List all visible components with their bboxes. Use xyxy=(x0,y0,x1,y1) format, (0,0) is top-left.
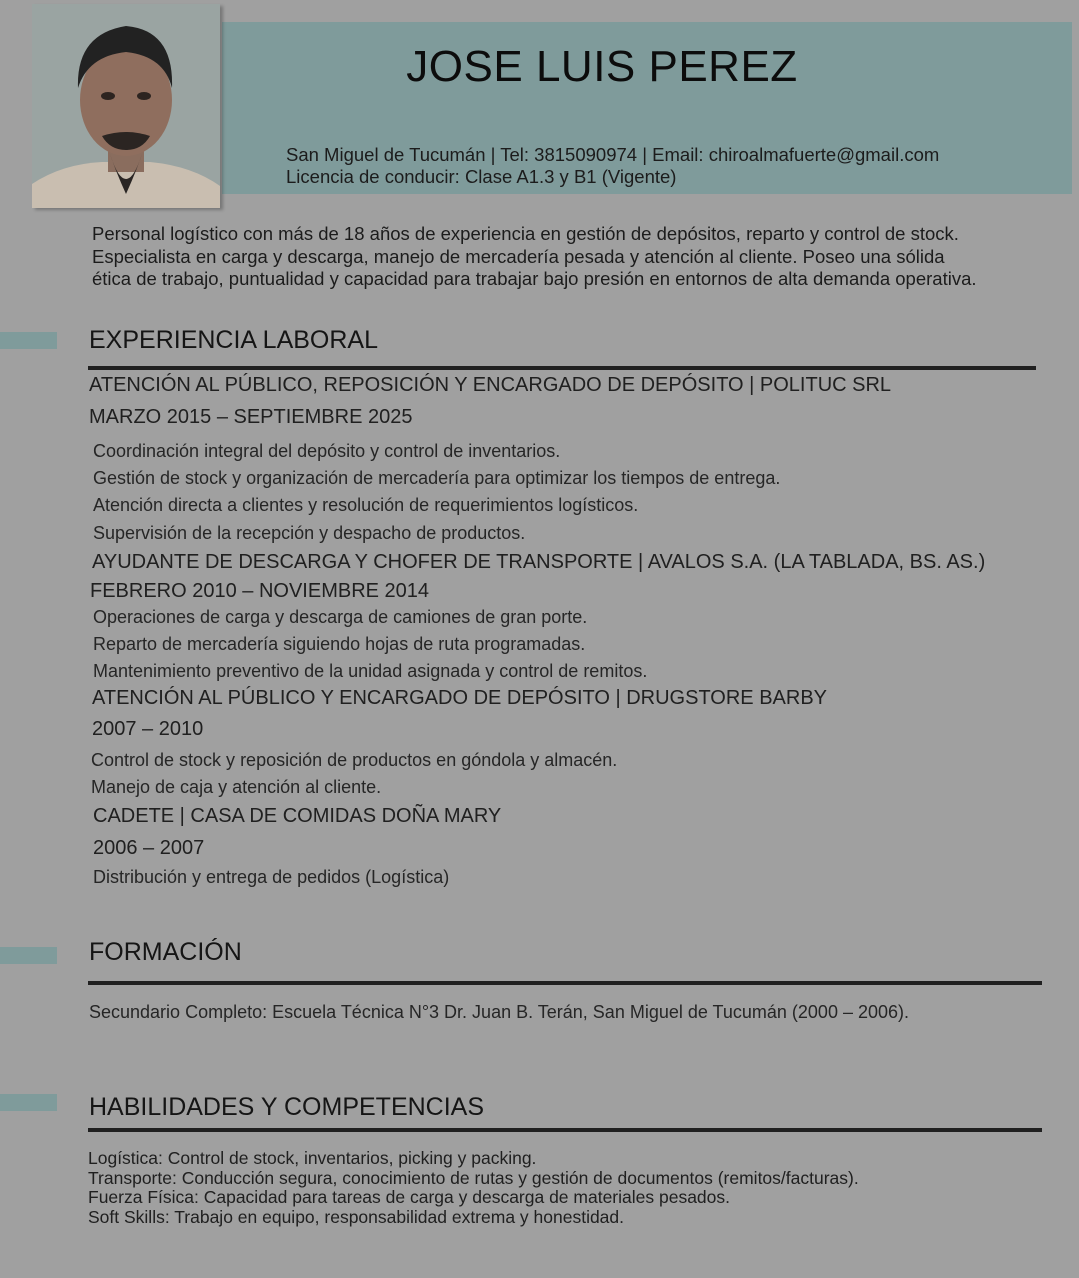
profile-summary: Personal logístico con más de 18 años de experiencia en gestión de depósitos, reparto y control de stock. Especialista en carga y descarga, manejo de mercadería pesada y atención al cliente. Poseo una sólida ética de trabajo, puntualidad y capacidad para trabajar bajo presión en entornos de alta demanda operativa. xyxy=(92,223,977,289)
section-marker-experience xyxy=(0,332,57,349)
education-entry: Secundario Completo: Escuela Técnica N°3 Dr. Juan B. Terán, San Miguel de Tucumán (2000 – 2006). xyxy=(89,1002,910,1022)
contact-info xyxy=(286,144,939,188)
job-duty: Atención directa a clientes y resolución de requerimientos logísticos. xyxy=(93,495,639,515)
section-title-education: FORMACIÓN xyxy=(89,938,242,966)
skill-item: Logística: Control de stock, inventarios, picking y packing. xyxy=(88,1148,537,1168)
job-duty: Coordinación integral del depósito y control de inventarios. xyxy=(93,441,561,461)
section-rule-experience xyxy=(88,366,1036,370)
job-dates: 2007 – 2010 xyxy=(92,718,204,740)
job-duty: Mantenimiento preventivo de la unidad asignada y control de remitos. xyxy=(93,661,648,681)
job-duty: Supervisión de la recepción y despacho de productos. xyxy=(93,523,526,543)
job-dates: FEBRERO 2010 – NOVIEMBRE 2014 xyxy=(90,580,430,602)
job-duty: Operaciones de carga y descarga de camiones de gran porte. xyxy=(93,607,588,627)
section-title-skills: HABILIDADES Y COMPETENCIAS xyxy=(89,1093,485,1121)
job-duty: Manejo de caja y atención al cliente. xyxy=(91,777,382,797)
license-line: Licencia de conducir: Clase A1.3 y B1 (Vigente) xyxy=(286,166,677,187)
job-title: AYUDANTE DE DESCARGA Y CHOFER DE TRANSPORTE | AVALOS S.A. (LA TABLADA, BS. AS.) xyxy=(92,551,986,573)
job-duty: Reparto de mercadería siguiendo hojas de ruta programadas. xyxy=(93,634,586,654)
job-dates: 2006 – 2007 xyxy=(93,837,205,859)
section-title-experience: EXPERIENCIA LABORAL xyxy=(89,326,379,354)
portrait-illustration xyxy=(32,4,220,208)
job-duty: Gestión de stock y organización de mercadería para optimizar los tiempos de entrega. xyxy=(93,468,781,488)
job-title: CADETE | CASA DE COMIDAS DOÑA MARY xyxy=(93,805,502,827)
job-title: ATENCIÓN AL PÚBLICO, REPOSICIÓN Y ENCARGADO DE DEPÓSITO | POLITUC SRL xyxy=(89,374,892,396)
job-duty: Distribución y entrega de pedidos (Logística) xyxy=(93,867,450,887)
skill-item: Transporte: Conducción segura, conocimiento de rutas y gestión de documentos (remitos/facturas). xyxy=(88,1167,859,1188)
skill-item: Fuerza Física: Capacidad para tareas de carga y descarga de materiales pesados. xyxy=(88,1187,731,1207)
contact-line: San Miguel de Tucumán | Tel: 3815090974 | Email: chiroalmafuerte@gmail.com xyxy=(286,144,940,165)
skills-list xyxy=(88,1149,859,1227)
profile-photo xyxy=(32,4,220,208)
section-marker-education xyxy=(0,947,57,964)
job-dates: MARZO 2015 – SEPTIEMBRE 2025 xyxy=(89,406,413,428)
job-duty: Control de stock y reposición de productos en góndola y almacén. xyxy=(91,750,618,770)
section-marker-skills xyxy=(0,1094,57,1111)
section-rule-education xyxy=(88,981,1042,985)
candidate-name: JOSE LUIS PEREZ xyxy=(406,42,798,91)
skill-item: Soft Skills: Trabajo en equipo, responsabilidad extrema y honestidad. xyxy=(88,1206,625,1227)
section-rule-skills xyxy=(88,1128,1042,1132)
job-title: ATENCIÓN AL PÚBLICO Y ENCARGADO DE DEPÓSITO | DRUGSTORE BARBY xyxy=(92,687,827,709)
